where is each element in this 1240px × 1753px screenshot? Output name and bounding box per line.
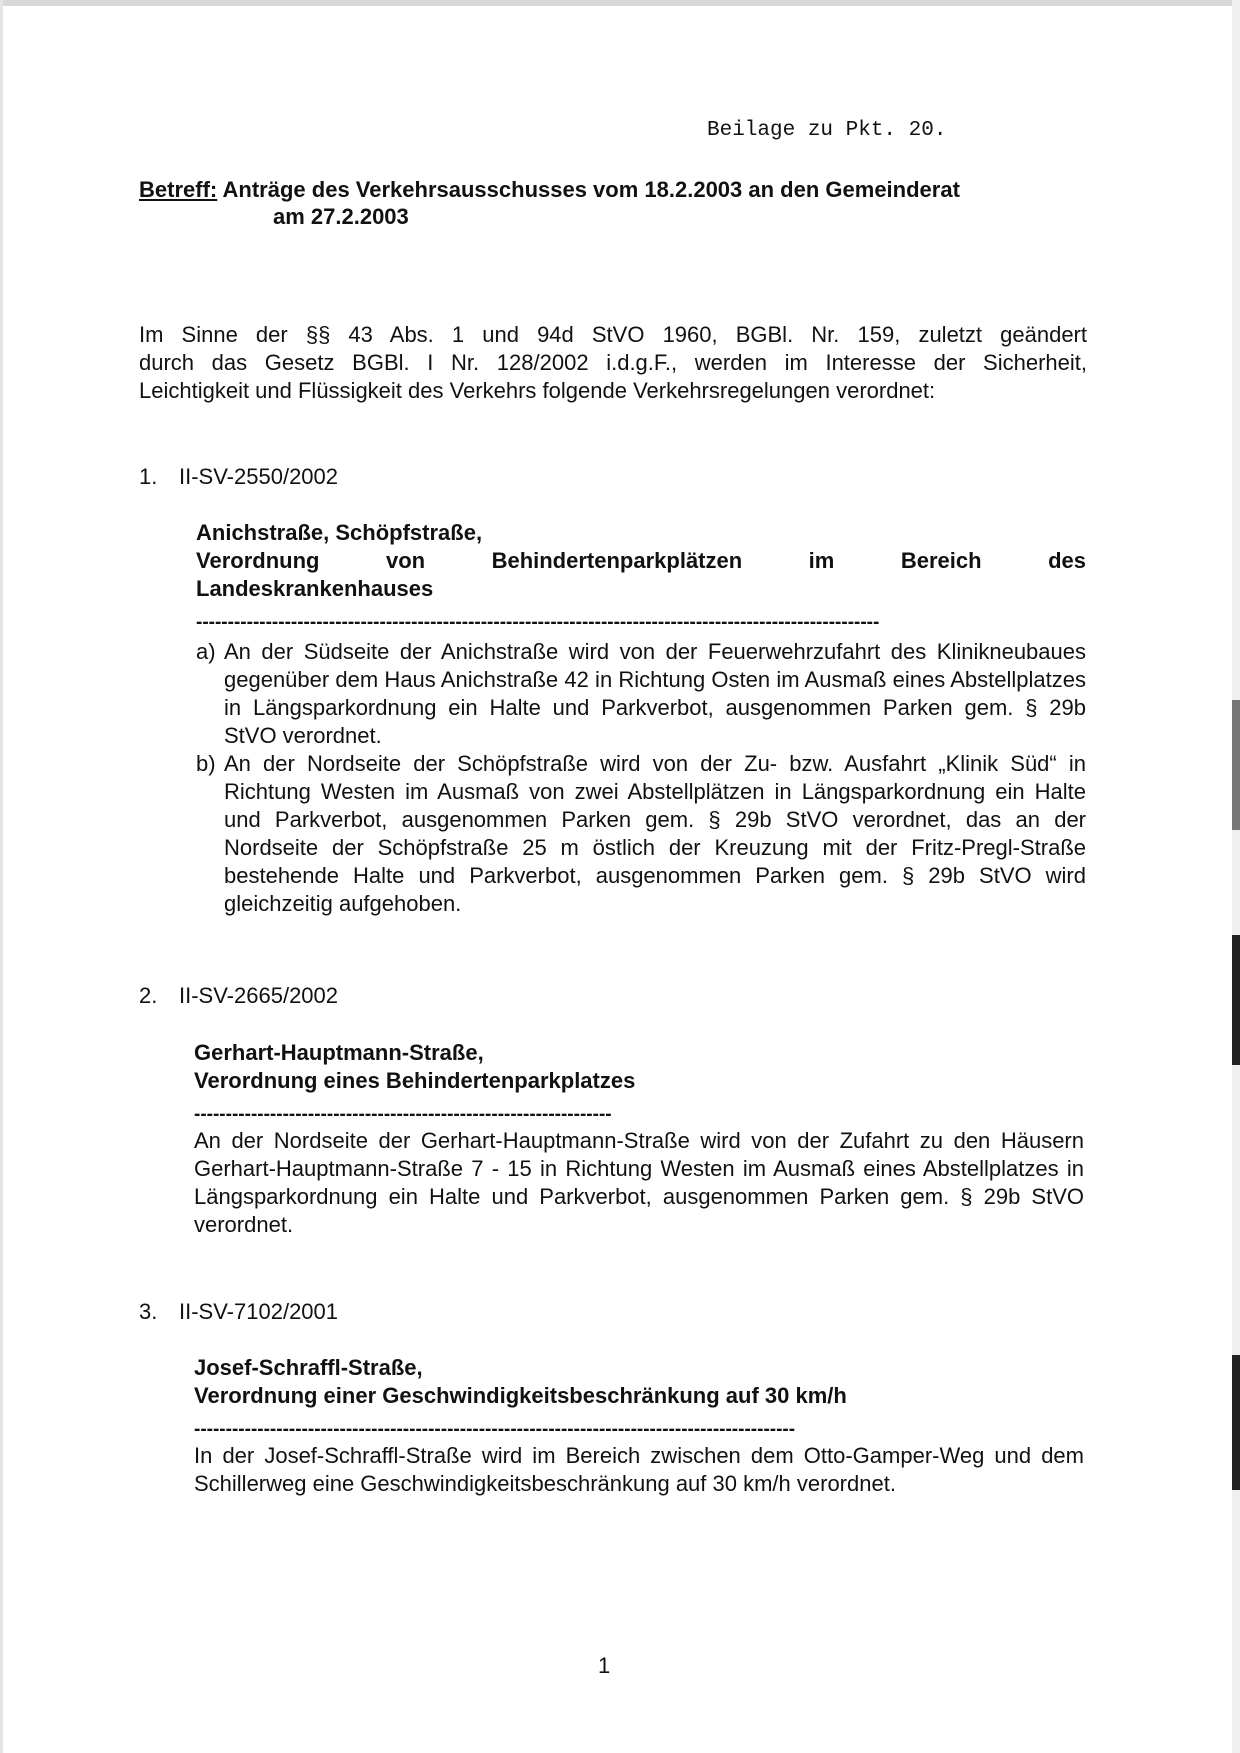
item-2-title-line-2: Verordnung eines Behindertenparkplatzes [194, 1068, 636, 1093]
item-2-title [194, 1039, 1084, 1095]
intro-line-2: durch das Gesetz BGBl. I Nr. 128/2002 i.d.g.F., werden im Interesse der Sicherheit, [139, 350, 1087, 375]
subject-label: Betreff: [139, 177, 218, 202]
scan-edge-mark [1232, 1355, 1240, 1490]
item-2-body: An der Nordseite der Gerhart-Hauptmann-Straße wird von der Zufahrt zu den Häusern Gerhart-Hauptmann-Straße 7 - 15 in Richtung Westen im Ausmaß eines Abstellplatzes in Längsparkordnung ein Halte und Parkverbot, ausgenommen Parken gem. § 29b StVO verordnet. [194, 1128, 1084, 1237]
attachment-reference: Beilage zu Pkt. 20. [707, 119, 947, 142]
item-3-separator: ----------------------------------------------------------------------------------------------- [194, 1420, 796, 1440]
intro-line-1: Im Sinne der §§ 43 Abs. 1 und 94d StVO 1960, BGBl. Nr. 159, zuletzt geändert [139, 322, 1087, 347]
item-2-code: II-SV-2665/2002 [179, 983, 339, 1008]
item-1-sub-b [196, 750, 1086, 918]
scan-edge-top [0, 0, 1240, 6]
item-1-title-line-2: Verordnung von Behindertenparkplätzen im Bereich des [196, 548, 1086, 573]
item-3-body: In der Josef-Schraffl-Straße wird im Bereich zwischen dem Otto-Gamper-Weg und dem Schillerweg eine Geschwindigkeitsbeschränkung auf 30 km/h verordnet. [194, 1443, 1084, 1496]
item-2-title-line-1: Gerhart-Hauptmann-Straße, [194, 1040, 484, 1065]
item-1-title [196, 519, 1086, 603]
item-1-title-line-3: Landeskrankenhauses [196, 576, 434, 601]
subject-line-2: am 27.2.2003 [273, 204, 409, 229]
item-1-sub-a-marker: a) [196, 639, 216, 664]
item-1-sub-b-marker: b) [196, 751, 216, 776]
item-1-sub-b-text: An der Nordseite der Schöpfstraße wird von der Zu- bzw. Ausfahrt „Klinik Süd“ in Richtung Westen im Ausmaß von zwei Abstellplätzen in Längsparkordnung ein Halte und Parkverbot, ausgenommen Parken gem. § 29b StVO verordnet, das an der Nordseite der Schöpfstraße 25 m östlich der Kreuzung mit der Fritz-Pregl-Straße bestehende Halte und Parkverbot, ausgenommen Parken gem. § 29b StVO wird gleichzeitig aufgehoben. [224, 751, 1086, 916]
item-3-title-line-1: Josef-Schraffl-Straße, [194, 1355, 423, 1380]
item-3-title [194, 1354, 1084, 1410]
item-1-code: II-SV-2550/2002 [179, 464, 339, 489]
item-1-number: 1. [139, 464, 158, 489]
item-1-sub-a-text: An der Südseite der Anichstraße wird von der Feuerwehrzufahrt des Klinikneubaues gegenüber dem Haus Anichstraße 42 in Richtung Osten im Ausmaß eines Abstellplatzes in Längsparkordnung ein Halte und Parkverbot, ausgenommen Parken gem. § 29b StVO verordnet. [224, 639, 1086, 748]
item-3-title-line-2: Verordnung einer Geschwindigkeitsbeschränkung auf 30 km/h [194, 1383, 847, 1408]
item-2-number: 2. [139, 983, 158, 1008]
scan-edge-right [1232, 0, 1240, 1753]
intro-paragraph [139, 321, 1087, 405]
subject-line-1: Anträge des Verkehrsausschusses vom 18.2.2003 an den Gemeinderat [222, 177, 960, 202]
item-1-separator: ------------------------------------------------------------------------------------------------------------ [196, 613, 880, 633]
item-1-title-line-1: Anichstraße, Schöpfstraße, [196, 520, 483, 545]
page-number: 1 [598, 1653, 611, 1678]
scan-edge-left [0, 0, 3, 1753]
item-1-sublist [196, 638, 1086, 918]
intro-line-3: Leichtigkeit und Flüssigkeit des Verkehrs folgende Verkehrsregelungen verordnet: [139, 378, 936, 403]
item-2-separator: ------------------------------------------------------------------ [194, 1105, 612, 1125]
item-1-sub-a [196, 638, 1086, 750]
item-3-code: II-SV-7102/2001 [179, 1299, 339, 1324]
item-3-number: 3. [139, 1299, 158, 1324]
scan-edge-mark [1232, 935, 1240, 1065]
subject-block [139, 176, 1099, 204]
scan-edge-mark [1232, 700, 1240, 830]
